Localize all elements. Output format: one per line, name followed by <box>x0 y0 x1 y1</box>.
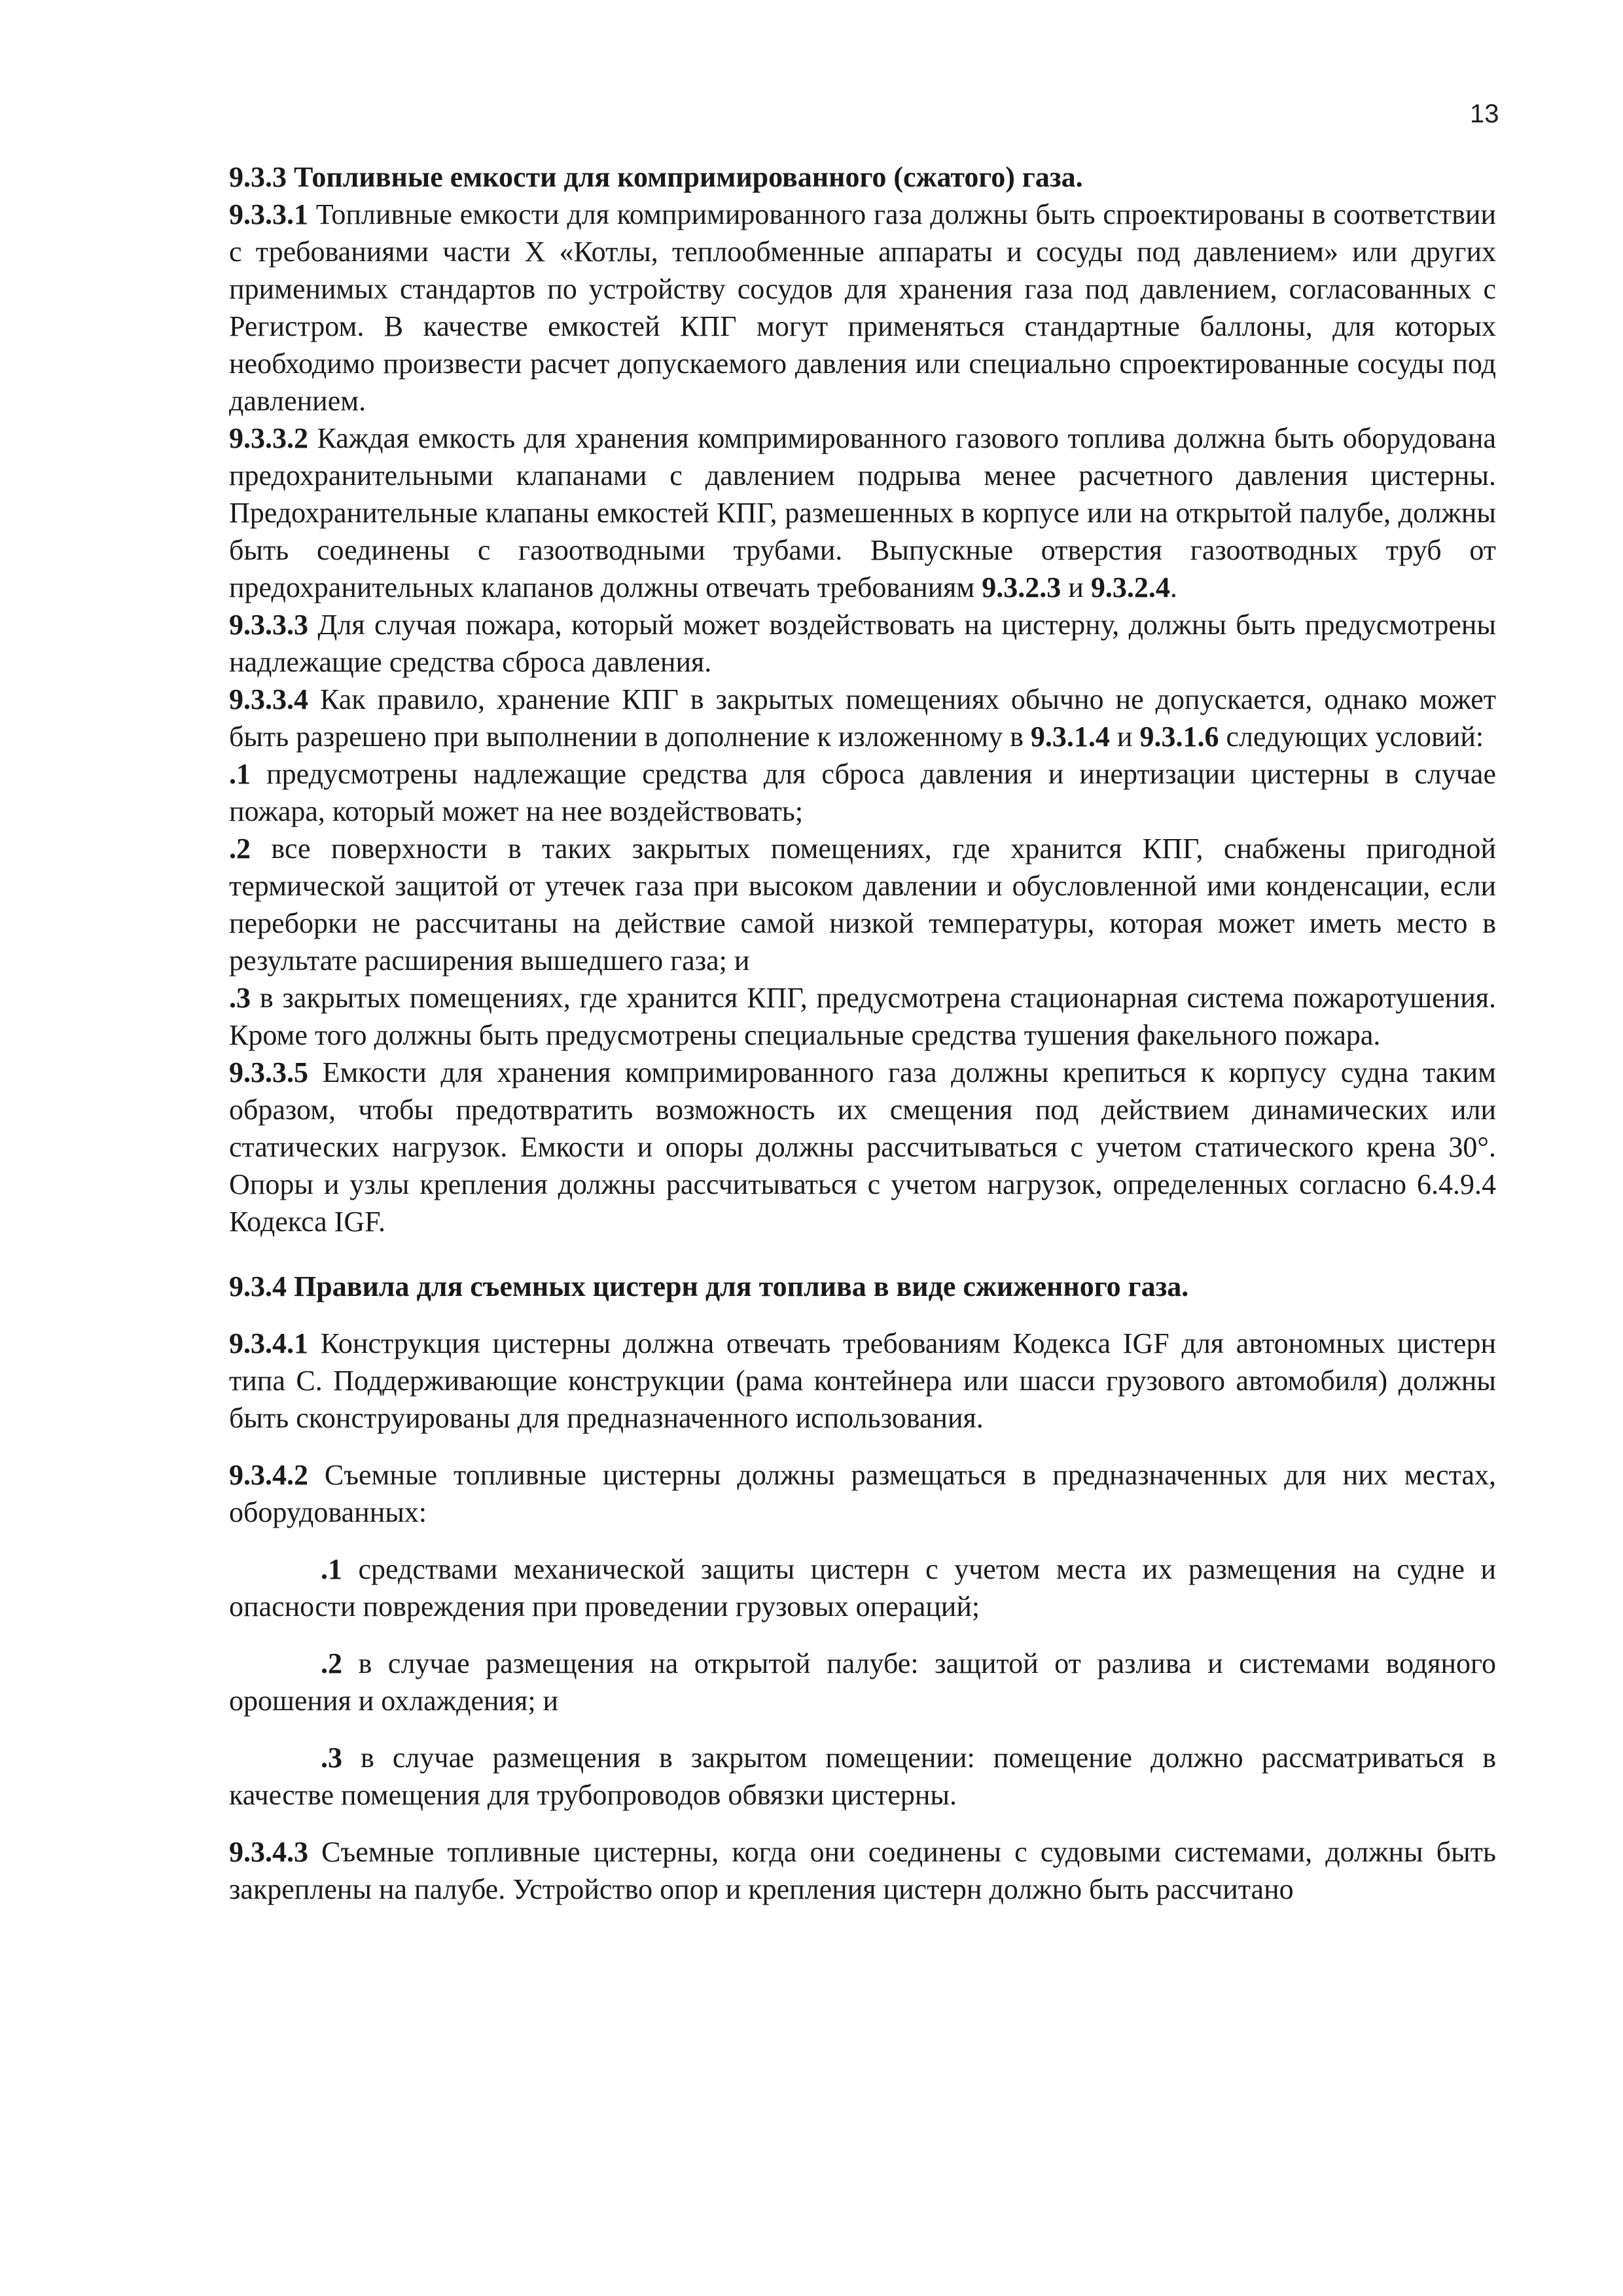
conjunction: и <box>1109 721 1140 753</box>
list-number: .3 <box>321 1742 342 1774</box>
page-number: 13 <box>1470 99 1499 128</box>
section-heading-9-3-4: 9.3.4 Правила для съемных цистерн для топлива в виде сжиженного газа. <box>229 1270 1189 1302</box>
list-item-text: все поверхности в таких закрытых помещениях, где хранится КПГ, снабжены пригодной термической защитой от утечек газа при высоком давлении и обусловленной ими конденсации, если переборки не рассчитаны на действие самой низкой температуры, которая может иметь место в результате расширения вышедшего газа; и <box>229 833 1496 977</box>
clause-number: 9.3.4.1 <box>229 1327 308 1359</box>
list-item-text: в случае размещения на открытой палубе: защитой от разлива и системами водяного орошения и охлаждения; и <box>229 1647 1496 1717</box>
list-item-2 <box>229 1645 1496 1719</box>
list-item-text: средствами механической защиты цистерн с учетом места их размещения на судне и опасности повреждения при проведении грузовых операций; <box>229 1553 1496 1623</box>
list-number: .3 <box>229 982 251 1014</box>
list-number: .2 <box>321 1647 342 1679</box>
clause-number: 9.3.3.5 <box>229 1056 308 1088</box>
section-heading-9-3-3: 9.3.3 Топливные емкости для компримированного (сжатого) газа. <box>229 161 1083 193</box>
cross-reference: 9.3.1.6 <box>1139 721 1219 753</box>
paragraph-9-3-3-4 <box>229 681 1496 755</box>
paragraph-text: Топливные емкости для компримированного газа должны быть спроектированы в соответствии с требованиями части X «Котлы, теплообменные аппараты и сосуды под давлением» или других применимых стандартов по устройству сосудов для хранения газа под давлением, согласованных с Регистром. В качестве емкостей КПГ могут применяться стандартные баллоны, для которых необходимо произвести расчет допускаемого давления или специально спроектированные сосуды под давлением. <box>229 198 1496 417</box>
paragraph-9-3-3-1 <box>229 196 1496 420</box>
conjunction: и <box>1061 571 1091 603</box>
paragraph-9-3-4-2 <box>229 1456 1496 1531</box>
paragraph-text: Каждая емкость для хранения компримированного газового топлива должна быть оборудована предохранительными клапанами с давлением подрыва менее расчетного давления цистерны. Предохранительные клапаны емкостей КПГ, размешенных в корпусе или на открытой палубе, должны быть соединены с газоотводными трубами. Выпускные отверстия газоотводных труб от предохранительных клапанов должны отвечать требованиям <box>229 422 1496 603</box>
paragraph-9-3-3-5 <box>229 1054 1496 1240</box>
paragraph-text: следующих условий: <box>1219 721 1484 753</box>
paragraph-text: Конструкция цистерны должна отвечать требованиям Кодекса IGF для автономных цистерн типа С. Поддерживающие конструкции (рама контейнера или шасси грузового автомобиля) должны быть сконструированы для предназначенного использования. <box>229 1327 1496 1434</box>
list-number: .1 <box>321 1553 342 1585</box>
cross-reference: 9.3.2.3 <box>982 571 1061 603</box>
list-item-2 <box>229 830 1496 979</box>
paragraph-9-3-3-2 <box>229 420 1496 606</box>
list-item-1 <box>229 755 1496 830</box>
punctuation: . <box>1169 571 1177 603</box>
list-item-3 <box>229 979 1496 1054</box>
clause-number: 9.3.3.4 <box>229 683 308 715</box>
cross-reference: 9.3.1.4 <box>1030 721 1110 753</box>
paragraph-text: Емкости для хранения компримированного газа должны крепиться к корпусу судна таким образом, чтобы предотвратить возможность их смещения под действием динамических или статических нагрузок. Емкости и опоры должны рассчитываться с учетом статического крена 30°. Опоры и узлы крепления должны рассчитываться с учетом нагрузок, определенных согласно 6.4.9.4 Кодекса IGF. <box>229 1056 1496 1238</box>
paragraph-9-3-4-3 <box>229 1833 1496 1908</box>
list-number: .2 <box>229 833 251 865</box>
paragraph-9-3-4-1 <box>229 1325 1496 1437</box>
list-item-text: в закрытых помещениях, где хранится КПГ, предусмотрена стационарная система пожаротушения. Кроме того должны быть предусмотрены специальные средства тушения факельного пожара. <box>229 982 1496 1051</box>
list-item-1 <box>229 1551 1496 1625</box>
cross-reference: 9.3.2.4 <box>1090 571 1170 603</box>
clause-number: 9.3.4.2 <box>229 1459 308 1491</box>
paragraph-9-3-3-3 <box>229 606 1496 681</box>
clause-number: 9.3.4.3 <box>229 1836 308 1868</box>
paragraph-text: Для случая пожара, который может воздействовать на цистерну, должны быть предусмотрены надлежащие средства сброса давления. <box>229 609 1496 678</box>
paragraph-text: Съемные топливные цистерны, когда они соединены с судовыми системами, должны быть закреплены на палубе. Устройство опор и крепления цистерн должно быть рассчитано <box>229 1836 1496 1905</box>
paragraph-text: Как правило, хранение КПГ в закрытых помещениях обычно не допускается, однако может быть разрешено при выполнении в дополнение к изложенному в <box>229 683 1496 753</box>
clause-number: 9.3.3.2 <box>229 422 308 454</box>
clause-number: 9.3.3.1 <box>229 198 308 230</box>
paragraph-text: Съемные топливные цистерны должны размещаться в предназначенных для них местах, оборудованных: <box>229 1459 1496 1528</box>
document-body <box>229 158 1496 1908</box>
clause-number: 9.3.3.3 <box>229 609 308 641</box>
list-item-text: предусмотрены надлежащие средства для сброса давления и инертизации цистерны в случае пожара, который может на нее воздействовать; <box>229 758 1496 827</box>
list-item-3 <box>229 1739 1496 1814</box>
list-number: .1 <box>229 758 251 790</box>
list-item-text: в случае размещения в закрытом помещении: помещение должно рассматриваться в качестве помещения для трубопроводов обвязки цистерны. <box>229 1742 1496 1811</box>
